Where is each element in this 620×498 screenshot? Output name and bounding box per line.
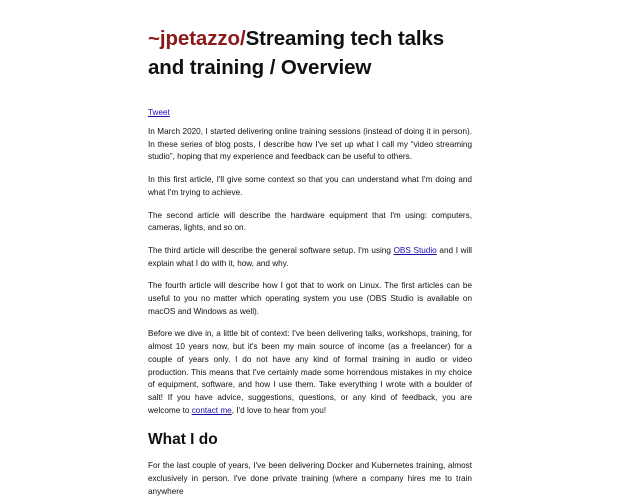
paragraph-background: Before we dive in, a little bit of context: I've been delivering talks, workshops, training, for almost 10 years now, but it's been my main source of income (as a freelancer) for a couple of years only. I do not have any kind of formal training in audio or video production. This means that I've certainly made some horrendous mistakes in my choice of equipment, software, and how I use them. Take everything I wrote with a boulder of salt! If you have advice, suggestions, questions, or any kind of feedback, you are welcome to contact me, I'd love to hear from you! (148, 329, 472, 415)
article-page (148, 0, 472, 498)
obs-studio-link[interactable]: OBS Studio (393, 245, 437, 255)
contact-me-link[interactable]: contact me (191, 405, 232, 415)
page-title (148, 24, 472, 82)
paragraph-hardware: The second article will describe the hardware equipment that I'm using: computers, cameras, lights, and so on. (148, 210, 472, 233)
paragraph-linux: The fourth article will describe how I got that to work on Linux. The first articles can be useful to you no matter which operating system you use (OBS Studio is available on macOS and Windows as well). (148, 281, 472, 316)
paragraph-software: The third article will describe the general software setup. I'm using OBS Studio and I will explain what I do with it, how, and why. (148, 245, 473, 268)
site-brand-link[interactable]: ~jpetazzo (148, 27, 240, 50)
paragraph-intro: In March 2020, I started delivering online training sessions (instead of doing it in person). In these series of blog posts, I describe how I've set up what I call my “video streaming studio”, hoping that my experience and feedback can be useful to others. (148, 127, 472, 162)
title-separator: / (239, 27, 246, 50)
section-heading-what-i-do: What I do (148, 431, 218, 449)
paragraph-context: In this first article, I'll give some context so that you can understand what I'm doing and what I'm trying to achieve. (148, 175, 472, 197)
post-title: Streaming tech talks and training / Overview (148, 27, 445, 79)
paragraph-what-i-do: For the last couple of years, I've been delivering Docker and Kubernetes training, almost exclusively in person. I've done private training (where a company hires me to train anywhere (148, 461, 472, 496)
tweet-link[interactable]: Tweet (148, 108, 170, 117)
